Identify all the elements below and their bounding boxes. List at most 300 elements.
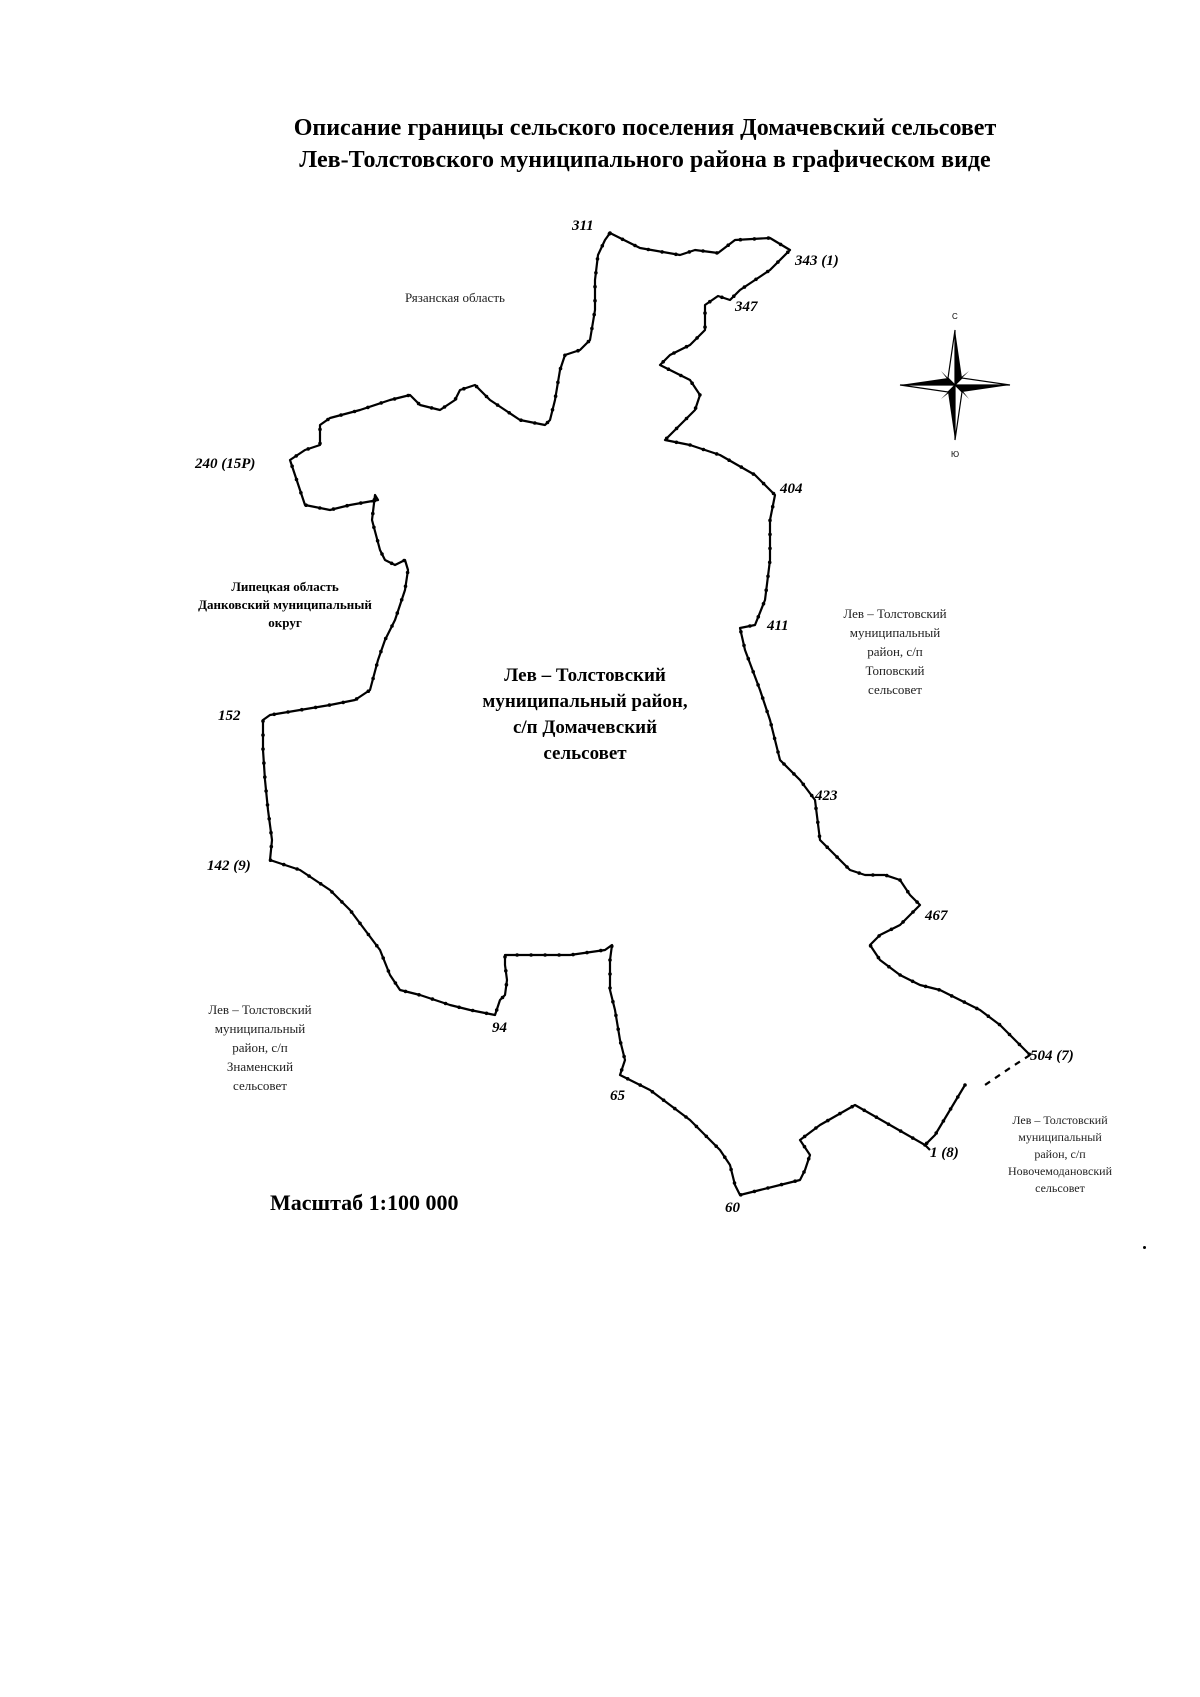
boundary-vertex <box>747 657 751 661</box>
boundary-vertex <box>406 571 410 575</box>
region-east-line: район, с/п <box>867 644 923 659</box>
region-east-line: Лев – Толстовский <box>843 606 947 621</box>
boundary-vertex <box>776 260 780 264</box>
boundary-vertex <box>890 928 894 932</box>
boundary-vertex <box>739 630 743 634</box>
boundary-vertex <box>767 236 771 240</box>
boundary-vertex <box>803 1135 807 1139</box>
boundary-vertex <box>675 427 679 431</box>
boundary-vertex <box>768 561 772 565</box>
boundary-vertex <box>753 237 757 241</box>
boundary-vertex <box>768 519 772 523</box>
boundary-vertex <box>266 803 270 807</box>
boundary-vertex <box>633 244 637 248</box>
boundary-vertex <box>754 278 758 282</box>
boundary-vertex <box>376 539 380 543</box>
point-label-347: 347 <box>735 299 758 315</box>
region-west <box>175 578 395 632</box>
boundary-vertex <box>776 750 780 754</box>
boundary-vertex <box>616 1027 620 1031</box>
boundary-vertex <box>626 1077 630 1081</box>
boundary-vertex <box>367 933 371 937</box>
boundary-vertex <box>339 413 343 417</box>
boundary-vertex <box>587 340 591 344</box>
region-center-line: Лев – Толстовский <box>504 665 666 686</box>
boundary-vertex <box>529 953 533 957</box>
boundary-vertex <box>381 956 385 960</box>
boundary-vertex <box>690 381 694 385</box>
boundary-vertex <box>766 1186 770 1190</box>
boundary-vertex <box>924 985 928 989</box>
boundary-vertex <box>679 374 683 378</box>
boundary-vertex <box>375 663 379 667</box>
boundary-vertex <box>307 874 311 878</box>
boundary-vertex <box>599 949 603 953</box>
boundary-vertex <box>306 447 310 451</box>
region-southwest-line: муниципальный <box>214 1021 306 1036</box>
boundary-vertex <box>556 381 560 385</box>
boundary-vertex <box>495 1008 499 1012</box>
boundary-vertex <box>885 874 889 878</box>
boundary-vertex <box>417 993 421 997</box>
boundary-vertex <box>1008 1033 1012 1037</box>
compass-north-label: С <box>952 312 958 321</box>
boundary-vertex <box>877 956 881 960</box>
region-east <box>820 604 970 699</box>
boundary-vertex <box>503 955 507 959</box>
boundary-vertex <box>701 249 705 253</box>
region-southeast-line: сельсовет <box>1035 1181 1085 1195</box>
boundary-vertex <box>915 900 919 904</box>
region-southeast <box>980 1112 1140 1197</box>
boundary-vertex <box>515 953 519 957</box>
boundary-vertex <box>862 1109 866 1113</box>
compass-rose-icon <box>900 330 1010 440</box>
boundary-vertex <box>261 747 265 751</box>
boundary-vertex <box>355 697 359 701</box>
boundary-vertex <box>504 969 508 973</box>
boundary-vertex <box>723 1155 727 1159</box>
region-center-line: муниципальный район, <box>482 691 688 712</box>
map-scale: Масштаб 1:100 000 <box>270 1190 459 1215</box>
boundary-vertex <box>304 503 308 507</box>
boundary-vertex <box>803 1145 807 1149</box>
boundary-vertex <box>694 406 698 410</box>
boundary-vertex <box>662 1098 666 1102</box>
boundary-vertex <box>485 1012 489 1016</box>
boundary-vertex <box>576 349 580 353</box>
boundary-vertex <box>757 615 761 619</box>
boundary-vertex <box>772 492 776 496</box>
boundary-vertex <box>400 598 404 602</box>
boundary-vertex <box>826 1119 830 1123</box>
boundary-vertex <box>295 867 299 871</box>
boundary-vertex <box>703 325 707 329</box>
point-label-60: 60 <box>725 1200 740 1216</box>
boundary-vertex <box>695 336 699 340</box>
point-label-142: 142 (9) <box>207 858 251 874</box>
boundary-vertex <box>563 354 567 358</box>
boundary-vertex <box>373 499 377 503</box>
boundary-vertex <box>314 706 318 710</box>
boundary-vertex <box>444 1002 448 1006</box>
boundary-vertex <box>340 900 344 904</box>
boundary-vertex <box>404 585 408 589</box>
boundary-vertex <box>675 441 679 445</box>
boundary-vertex <box>742 644 746 648</box>
boundary-vertex <box>963 1083 967 1087</box>
boundary-vertex <box>380 552 384 556</box>
boundary-vertex <box>651 1090 655 1094</box>
boundary-vertex <box>431 997 435 1001</box>
point-label-1: 1 (8) <box>930 1145 959 1161</box>
point-label-65: 65 <box>610 1088 625 1104</box>
compass-south-label: Ю <box>951 450 960 459</box>
region-west-line: Данковский муниципальный <box>198 597 372 612</box>
region-southeast-line: Лев – Толстовский <box>1012 1113 1108 1127</box>
boundary-vertex <box>371 677 375 681</box>
boundary-vertex <box>608 986 612 990</box>
boundary-vertex <box>753 1190 757 1194</box>
boundary-vertex <box>270 845 274 849</box>
boundary-vertex <box>318 506 322 510</box>
boundary-vertex <box>751 670 755 674</box>
boundary-vertex <box>987 1014 991 1018</box>
boundary-vertex <box>764 588 768 592</box>
boundary-vertex <box>402 559 406 563</box>
boundary-vertex <box>768 547 772 551</box>
boundary-vertex <box>950 994 954 998</box>
boundary-vertex <box>802 783 806 787</box>
boundary-vertex <box>956 1095 960 1099</box>
boundary-vertex <box>394 981 398 985</box>
boundary-vertex <box>621 238 625 242</box>
boundary-vertex <box>559 367 563 371</box>
boundary-vertex <box>619 1041 623 1045</box>
boundary-vertex <box>384 637 388 641</box>
boundary-vertex <box>838 1112 842 1116</box>
boundary-vertex <box>608 958 612 962</box>
boundary-vertex <box>875 1115 879 1119</box>
boundary-vertex <box>622 1055 626 1059</box>
region-southwest-line: сельсовет <box>233 1078 287 1093</box>
boundary-vertex <box>379 650 383 654</box>
boundary-vertex <box>462 387 466 391</box>
boundary-vertex <box>786 250 790 254</box>
region-southeast-line: Новочемодановский <box>1008 1164 1112 1178</box>
boundary-vertex <box>358 922 362 926</box>
boundary-vertex <box>332 507 336 511</box>
boundary-vertex <box>850 1105 854 1109</box>
region-southeast-line: район, с/п <box>1034 1147 1086 1161</box>
boundary-vertex <box>620 1068 624 1072</box>
point-label-467: 467 <box>925 908 948 924</box>
boundary-vertex <box>695 1125 699 1129</box>
boundary-vertex <box>674 253 678 257</box>
boundary-vertex <box>708 300 712 304</box>
boundary-vertex <box>845 865 849 869</box>
boundary-vertex <box>685 417 689 421</box>
region-east-line: Топовский <box>865 663 925 678</box>
boundary-vertex <box>593 299 597 303</box>
boundary-vertex <box>898 878 902 882</box>
boundary-vertex <box>901 920 905 924</box>
boundary-vertex <box>330 890 334 894</box>
boundary-vertex <box>782 762 786 766</box>
boundary-vertex <box>814 1126 818 1130</box>
boundary-vertex <box>485 395 489 399</box>
boundary-vertex <box>282 863 286 867</box>
boundary-vertex <box>688 250 692 254</box>
boundary-vertex <box>911 910 915 914</box>
boundary-vertex <box>554 394 558 398</box>
region-west-line: округ <box>268 615 302 630</box>
boundary-vertex <box>519 418 523 422</box>
region-southwest-line: Знаменский <box>226 1059 294 1074</box>
boundary-vertex <box>505 983 509 987</box>
boundary-vertex <box>299 491 303 495</box>
region-center <box>440 663 730 767</box>
boundary-vertex <box>720 296 724 300</box>
boundary-vertex <box>949 1107 953 1111</box>
boundary-vertex <box>300 708 304 712</box>
boundary-vertex <box>286 710 290 714</box>
boundary-vertex <box>326 418 330 422</box>
boundary-vertex <box>571 953 575 957</box>
boundary-vertex <box>367 689 371 693</box>
boundary-vertex <box>417 402 421 406</box>
region-center-line: сельсовет <box>543 743 627 764</box>
boundary-vertex <box>771 505 775 509</box>
boundary-vertex <box>762 602 766 606</box>
boundary-vertex <box>733 1181 737 1185</box>
boundary-vertex <box>546 421 550 425</box>
region-north: Рязанская область <box>405 290 505 305</box>
boundary-vertex <box>906 890 910 894</box>
boundary-vertex <box>727 458 731 462</box>
boundary-vertex <box>688 443 692 447</box>
region-southwest-line: район, с/п <box>232 1040 288 1055</box>
boundary-vertex <box>372 526 376 530</box>
region-southwest-line: Лев – Толстовский <box>208 1002 312 1017</box>
boundary-vertex <box>592 313 596 317</box>
boundary-vertex <box>443 405 447 409</box>
boundary-vertex <box>318 428 322 432</box>
boundary-vertex <box>672 351 676 355</box>
boundary-vertex <box>295 478 299 482</box>
boundary-vertex <box>756 683 760 687</box>
boundary-vertex <box>396 611 400 615</box>
boundary-vertex <box>457 1006 461 1010</box>
point-label-311: 311 <box>572 218 594 234</box>
boundary-vertex <box>593 285 597 289</box>
boundary-vertex <box>319 882 323 886</box>
boundary-vertex <box>608 232 612 236</box>
boundary-vertex <box>942 1119 946 1123</box>
boundary-vertex <box>341 701 345 705</box>
boundary-vertex <box>261 733 265 737</box>
boundary-vertex <box>267 817 271 821</box>
boundary-vertex <box>773 737 777 741</box>
boundary-vertex <box>585 951 589 955</box>
region-east-line: муниципальный <box>849 625 941 640</box>
boundary-vertex <box>366 406 370 410</box>
boundary-vertex <box>807 1157 811 1161</box>
boundary-vertex <box>898 973 902 977</box>
boundary-vertex <box>507 411 511 415</box>
boundary-vertex <box>533 421 537 425</box>
boundary-vertex <box>294 454 298 458</box>
boundary-vertex <box>857 871 861 875</box>
boundary-vertex <box>715 251 719 255</box>
boundary-vertex <box>740 465 744 469</box>
boundary-vertex <box>665 437 669 441</box>
boundary-vertex <box>729 1168 733 1172</box>
boundary-vertex <box>590 327 594 331</box>
boundary-vertex <box>1018 1043 1022 1047</box>
point-label-504: 504 (7) <box>1030 1048 1074 1064</box>
boundary-vertex <box>802 1170 806 1174</box>
boundary-vertex <box>934 1131 938 1135</box>
boundary-vertex <box>404 990 408 994</box>
boundary-vertex <box>762 482 766 486</box>
boundary-vertex <box>877 934 881 938</box>
boundary-vertex <box>726 243 730 247</box>
boundary-vertex <box>269 858 273 862</box>
boundary-vertex <box>911 980 915 984</box>
point-label-411: 411 <box>767 618 789 634</box>
boundary-vertex <box>454 397 458 401</box>
point-label-94: 94 <box>492 1020 507 1036</box>
boundary-vertex <box>766 270 770 274</box>
boundary-vertex <box>471 1009 475 1013</box>
region-southwest <box>185 1000 335 1095</box>
boundary-vertex <box>594 271 598 275</box>
boundary-vertex <box>684 1115 688 1119</box>
boundary-vertex <box>810 794 814 798</box>
boundary-vertex <box>660 250 664 254</box>
boundary-vertex <box>262 761 266 765</box>
boundary-vertex <box>673 1107 677 1111</box>
boundary-vertex <box>715 452 719 456</box>
region-center-line: с/п Домачевский <box>512 717 658 738</box>
boundary-vertex <box>608 972 612 976</box>
boundary-vertex <box>705 1135 709 1139</box>
boundary-vertex <box>871 873 875 877</box>
boundary-vertex <box>475 385 479 389</box>
boundary-vertex <box>290 464 294 468</box>
boundary-vertex <box>937 988 941 992</box>
point-label-343: 343 (1) <box>795 253 839 269</box>
boundary-vertex <box>793 1179 797 1183</box>
boundary-vertex <box>375 944 379 948</box>
boundary-vertex <box>496 403 500 407</box>
boundary-vertex <box>779 243 783 247</box>
boundary-vertex <box>923 1143 927 1147</box>
boundary-vertex <box>328 703 332 707</box>
boundary-vertex <box>739 1193 743 1197</box>
boundary-vertex <box>614 1014 618 1018</box>
region-east-line: сельсовет <box>868 682 922 697</box>
title-line-1: Описание границы сельского поселения Домачевский сельсовет <box>293 115 997 141</box>
boundary-vertex <box>345 504 349 508</box>
boundary-vertex <box>768 533 772 537</box>
boundary-vertex <box>318 442 322 446</box>
boundary-vertex <box>667 367 671 371</box>
boundary-vertex <box>698 393 702 397</box>
boundary-vertex <box>835 855 839 859</box>
boundary-vertex <box>818 834 822 838</box>
boundary-vertex <box>816 821 820 825</box>
point-label-152: 152 <box>218 708 241 724</box>
boundary-vertex <box>269 831 273 835</box>
boundary-vertex <box>702 448 706 452</box>
boundary-vertex <box>748 624 752 628</box>
boundary-vertex <box>766 575 770 579</box>
boundary-vertex <box>611 1000 615 1004</box>
boundary-vertex <box>685 345 689 349</box>
boundary-vertex <box>406 394 410 398</box>
boundary-vertex <box>743 285 747 289</box>
boundary-vertex <box>739 238 743 242</box>
boundary-vertex <box>647 248 651 252</box>
boundary-vertex <box>430 406 434 410</box>
boundary-vertex <box>869 944 873 948</box>
boundary-vertex <box>353 410 357 414</box>
boundary-vertex <box>551 408 555 412</box>
boundary-vertex <box>359 501 363 505</box>
boundary-vertex <box>887 1122 891 1126</box>
boundary-vertex <box>825 845 829 849</box>
boundary-vertex <box>780 1183 784 1187</box>
boundary-vertex <box>543 953 547 957</box>
boundary-vertex <box>899 1129 903 1133</box>
boundary-vertex <box>792 772 796 776</box>
boundary-vertex <box>911 1136 915 1140</box>
title-line-2: Лев-Толстовского муниципального района в графическом виде <box>299 147 991 173</box>
boundary-vertex <box>371 512 375 516</box>
point-label-423: 423 <box>815 788 838 804</box>
boundary-vertex <box>769 723 773 727</box>
boundary-vertex <box>379 401 383 405</box>
boundary-vertex <box>814 807 818 811</box>
boundary-vertex <box>732 294 736 298</box>
boundary-vertex <box>393 397 397 401</box>
boundary-vertex <box>963 1000 967 1004</box>
boundary-vertex <box>601 244 605 248</box>
boundary-vertex <box>263 775 267 779</box>
point-label-240: 240 (15Р) <box>195 456 256 472</box>
region-southeast-line: муниципальный <box>1018 1130 1102 1144</box>
boundary-vertex <box>261 719 265 723</box>
boundary-vertex <box>752 472 756 476</box>
boundary-vertex <box>887 965 891 969</box>
boundary-vertex <box>557 953 561 957</box>
boundary-vertex <box>387 969 391 973</box>
boundary-vertex <box>501 996 505 1000</box>
boundary-vertex <box>264 789 268 793</box>
boundary-vertex <box>596 257 600 261</box>
boundary-vertex <box>272 713 276 717</box>
stray-dot <box>1143 1246 1146 1249</box>
region-west-line: Липецкая область <box>231 579 339 594</box>
boundary-vertex <box>714 1144 718 1148</box>
boundary-vertex <box>661 360 665 364</box>
boundary-vertex <box>350 910 354 914</box>
boundary-vertex <box>390 562 394 566</box>
point-label-404: 404 <box>780 481 803 497</box>
boundary-vertex <box>703 311 707 315</box>
